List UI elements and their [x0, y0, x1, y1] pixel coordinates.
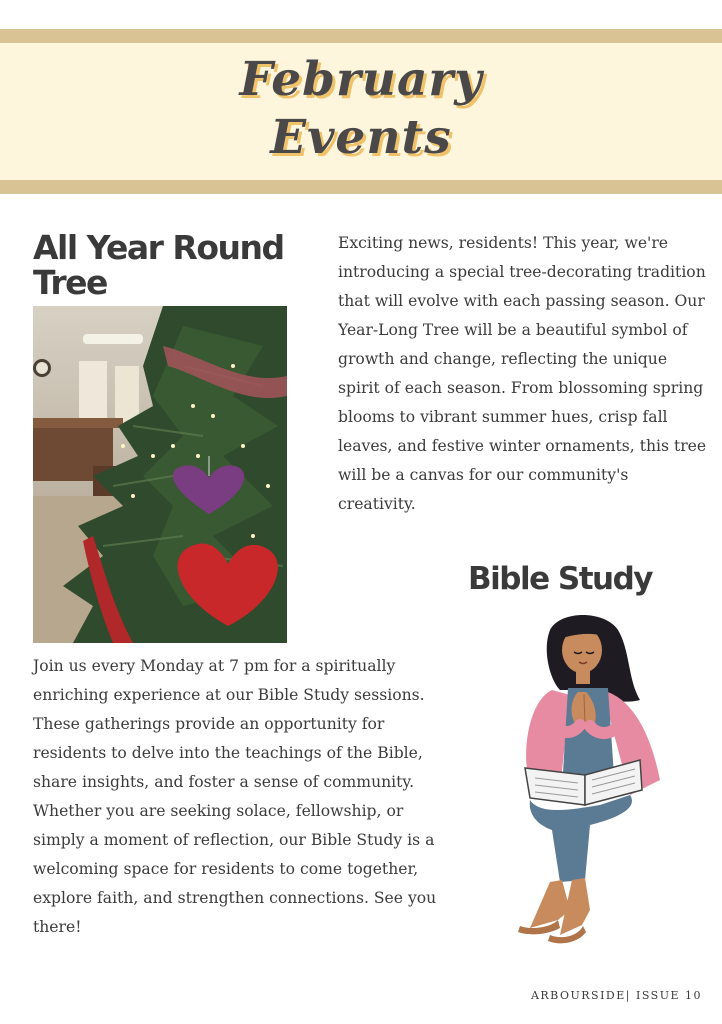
- tree-heading-line2: Tree: [33, 263, 107, 302]
- page-title-line2: Events: [270, 110, 452, 165]
- praying-woman-illustration: [490, 610, 670, 955]
- christmas-tree-photo: [33, 306, 287, 643]
- top-band: [0, 29, 722, 43]
- bottom-band: [0, 180, 722, 194]
- tree-heading-line1: All Year Round: [33, 228, 284, 267]
- bible-study-description: Join us every Monday at 7 pm for a spiritually enriching experience at our Bible Study sessions. These gatherings provide an opportunity for residents to delve into the teachings of the Bible, share insights, and foster a sense of community. Whether you are seeking solace, fellowship, or simply a moment of reflection, our Bible Study is a welcoming space for residents to come together, explore faith, and strengthen connections. See you there!: [33, 657, 437, 936]
- page-title: [0, 51, 722, 167]
- bible-study-heading: Bible Study: [468, 561, 653, 597]
- tree-description: Exciting news, residents! This year, we're introducing a special tree-decorating tradition that will evolve with each passing season. Our Year-Long Tree will be a beautiful symbol of growth and change, reflecting the unique spirit of each season. From blossoming spring blooms to vibrant summer hues, crisp fall leaves, and festive winter ornaments, this tree will be a canvas for our community's creativity.: [338, 234, 707, 513]
- footer-issue-label: ARBOURSIDE| ISSUE 10: [530, 989, 702, 1002]
- page-title-line1: February: [239, 52, 483, 107]
- tree-heading: [33, 230, 323, 300]
